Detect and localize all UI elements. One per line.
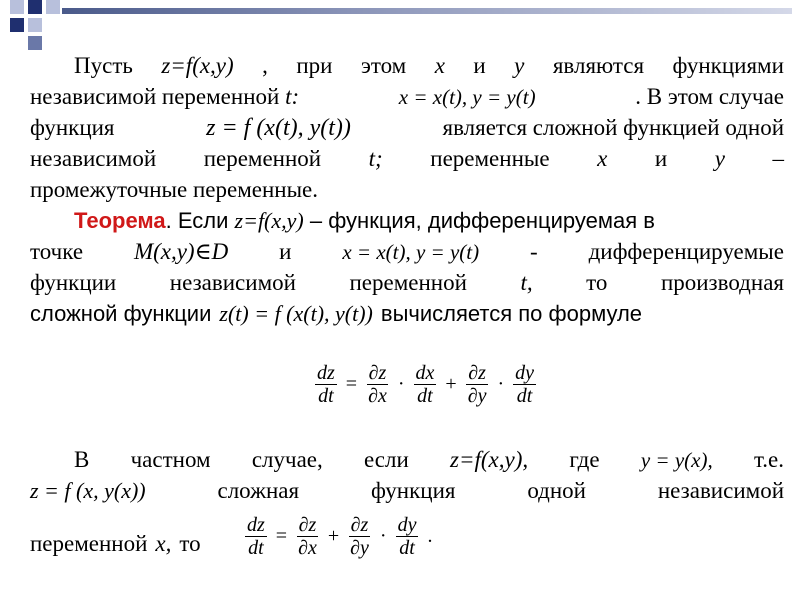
plus-sign: + xyxy=(327,525,340,547)
word: т.е. xyxy=(753,447,784,472)
slide-text xyxy=(30,50,784,329)
word: функциями xyxy=(672,53,784,78)
word: – xyxy=(772,146,784,171)
word: Пусть xyxy=(74,53,133,78)
decor-top-bar xyxy=(62,8,792,14)
theorem-label: Теорема xyxy=(74,208,166,233)
word: и xyxy=(654,146,668,171)
word: функции xyxy=(30,270,117,295)
word: z=f(x,y) xyxy=(234,208,304,233)
word: промежуточные переменные. xyxy=(30,177,318,202)
word: В xyxy=(74,447,90,472)
word: независимой xyxy=(657,478,784,503)
word: где xyxy=(569,447,600,472)
p2-line4 xyxy=(30,298,784,329)
decor-square-4 xyxy=(10,18,24,32)
word: является сложной функцией одной xyxy=(442,115,784,140)
frac-dy-dt: $\frac{dy}{dt}$ xyxy=(515,362,535,407)
p1-line2 xyxy=(30,81,784,112)
word: частном xyxy=(130,447,211,472)
word: переменной xyxy=(203,146,322,171)
word: t; xyxy=(368,146,383,171)
p3-line2 xyxy=(30,475,784,506)
frac-pz-py: $\frac{\partial z}{\partial y}$ xyxy=(467,362,487,407)
word: независимой xyxy=(169,270,296,295)
period: . xyxy=(427,525,433,547)
decor-square-2 xyxy=(28,0,42,14)
decor-square-5 xyxy=(28,18,42,32)
word: независимой xyxy=(30,146,157,171)
decor-square-1 xyxy=(10,0,24,14)
word: . В этом случае xyxy=(635,84,784,109)
word: y xyxy=(714,146,725,171)
frac-pz-px: $\frac{\partial z}{\partial x}$ xyxy=(298,514,317,559)
p1-line5 xyxy=(30,174,784,205)
frac-dx-dt: $\frac{dx}{dt}$ xyxy=(415,362,435,407)
word: z=f(x,y) xyxy=(161,53,234,78)
word: , xyxy=(262,53,268,78)
frac-dz-dt: $\frac{dz}{dt}$ xyxy=(247,514,265,559)
equals-sign: = xyxy=(275,525,288,547)
frac-dz-dt: $\frac{dz}{dt}$ xyxy=(317,362,335,407)
slide-text-2 xyxy=(30,444,784,506)
word: x xyxy=(597,146,608,171)
word: - xyxy=(530,239,538,264)
word: и xyxy=(279,239,292,264)
word: M(x,y)∈D xyxy=(133,239,229,264)
p3-line3 xyxy=(30,531,201,562)
frac-dy-dt: $\frac{dy}{dt}$ xyxy=(397,514,417,559)
word: сложной функции xyxy=(30,301,212,326)
equals-sign: = xyxy=(345,373,358,395)
word: функция xyxy=(30,115,115,140)
plus-sign: + xyxy=(445,373,457,395)
word: вычисляется по формуле xyxy=(380,301,643,326)
word: t, xyxy=(520,270,533,295)
word: x xyxy=(434,53,445,78)
word: одной xyxy=(527,478,586,503)
frac-pz-px: $\frac{\partial z}{\partial x}$ xyxy=(368,362,387,407)
word: сложная xyxy=(217,478,300,503)
word: этом xyxy=(360,53,407,78)
p1-line3 xyxy=(30,112,784,143)
word: z=f(x,y), xyxy=(450,447,529,472)
chain-rule-formula xyxy=(312,362,539,407)
p2-line2 xyxy=(30,236,784,267)
word: производная xyxy=(660,270,784,295)
decor-square-3 xyxy=(46,0,60,14)
inline-math-yx: y = y(x), xyxy=(640,448,713,472)
p1-line4 xyxy=(30,143,784,174)
word: при xyxy=(296,53,333,78)
word: переменной xyxy=(30,531,148,556)
special-case-formula xyxy=(242,514,438,559)
inline-math-xy: x = x(t), y = y(t) xyxy=(398,85,536,109)
inline-math-zt: z(t) = f (x(t), y(t)) xyxy=(219,301,373,326)
inline-math-composite: z = f (x(t), y(t)) xyxy=(206,115,351,141)
word: являются xyxy=(552,53,645,78)
word: y xyxy=(514,53,525,78)
p3-line1 xyxy=(30,444,784,475)
word: . Если xyxy=(165,208,229,233)
inline-math-xy: x = x(t), y = y(t) xyxy=(342,240,480,264)
word: x, xyxy=(155,531,172,556)
word: независимой переменной xyxy=(30,84,280,109)
word: функция xyxy=(370,478,456,503)
frac-pz-py: $\frac{\partial z}{\partial y}$ xyxy=(350,514,369,559)
dot-operator: · xyxy=(379,525,387,547)
word: то xyxy=(586,270,608,295)
decor-square-6 xyxy=(28,36,42,50)
dot-operator: · xyxy=(497,373,505,395)
word: точке xyxy=(30,239,84,264)
word: дифференцируемые xyxy=(588,239,784,264)
word: переменной xyxy=(349,270,467,295)
p2-line1 xyxy=(30,205,784,236)
word: переменные xyxy=(430,146,550,171)
word: и xyxy=(473,53,486,78)
word: если xyxy=(363,447,409,472)
word: случае, xyxy=(251,447,323,472)
word: – функция, дифференцируемая в xyxy=(309,208,655,233)
word: t: xyxy=(285,84,300,109)
p1-line1 xyxy=(30,50,784,81)
p2-line3 xyxy=(30,267,784,298)
word: то xyxy=(179,531,201,556)
dot-operator: · xyxy=(397,373,405,395)
inline-math-zx: z = f (x, y(x)) xyxy=(30,478,146,503)
